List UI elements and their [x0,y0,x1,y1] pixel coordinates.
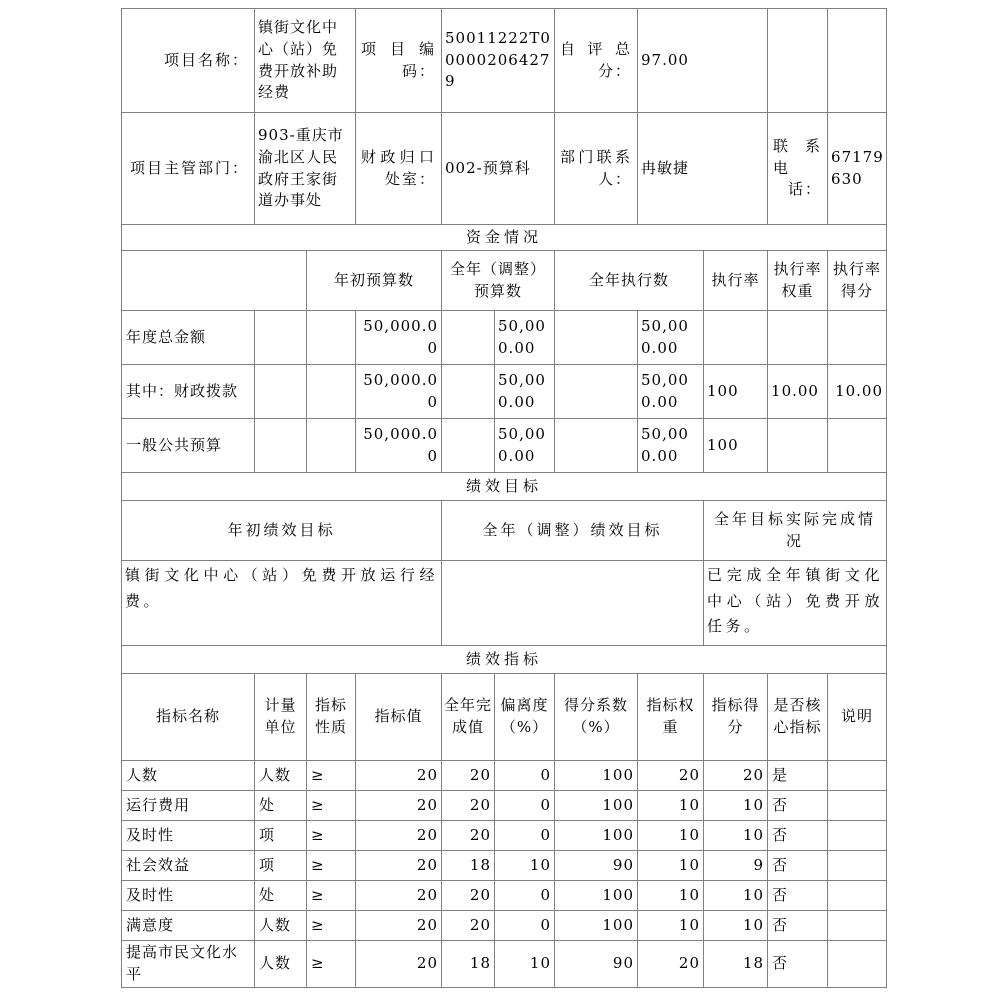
indicator-row [122,941,887,988]
actual-completion-text: 已完成全年镇街文化中心（站）免费开放任务。 [704,561,887,646]
deviation-cell: 0 [495,881,555,911]
score-coefficient-cell: 100 [555,881,638,911]
target-value-cell: 20 [356,851,442,881]
note-cell [828,791,887,821]
phone-label: 联系电话： [768,113,828,225]
score-coefficient-cell: 100 [555,761,638,791]
nature-cell: ≥ [307,851,356,881]
empty-cell [255,311,307,365]
exec-rate-cell: 100 [704,419,768,473]
target-value-cell: 20 [356,941,442,988]
col-header-adjusted-budget: 全年（调整）预算数 [442,251,555,311]
finance-office-label: 财政归口处室： [356,113,442,225]
empty-cell [255,365,307,419]
goals-data-row [122,561,887,646]
empty-cell [442,419,495,473]
indicator-row [122,881,887,911]
core-indicator-cell: 否 [768,911,828,941]
phone-value: 67179630 [828,113,887,225]
deviation-cell: 0 [495,791,555,821]
deviation-cell: 0 [495,821,555,851]
score-cell: 20 [704,761,768,791]
project-code-label: 项目编码： [356,9,442,113]
target-value-cell: 20 [356,791,442,821]
funding-row [122,311,887,365]
exec-rate-cell: 100 [704,365,768,419]
weight-cell: 10 [638,791,704,821]
actual-value-cell: 20 [442,761,495,791]
project-name-value: 镇街文化中心（站）免费开放补助经费 [255,9,356,113]
col-header-exec-rate-score: 执行率得分 [828,251,887,311]
dept-value: 903-重庆市渝北区人民政府王家街道办事处 [255,113,356,225]
project-dept-row [122,113,887,225]
performance-report-table [121,8,887,988]
empty-cell [768,9,828,113]
indicator-name-cell: 及时性 [122,821,255,851]
deviation-cell: 10 [495,851,555,881]
core-indicator-cell: 否 [768,851,828,881]
target-value-cell: 20 [356,761,442,791]
self-score-value: 97.00 [638,9,768,113]
project-name-row [122,9,887,113]
col-header-core-indicator: 是否核心指标 [768,674,828,761]
funding-section-static [122,225,887,311]
col-header-target-value: 指标值 [356,674,442,761]
col-header-deviation: 偏离度（%） [495,674,555,761]
exec-rate-cell [704,311,768,365]
deviation-cell: 0 [495,911,555,941]
exec-rate-score-cell [828,311,887,365]
empty-cell [255,419,307,473]
contact-label: 部门联系人： [555,113,638,225]
note-cell [828,851,887,881]
nature-cell: ≥ [307,941,356,988]
initial-budget-cell: 50,000.00 [356,311,442,365]
goals-section-title-row [122,473,887,501]
funding-section-title-row [122,225,887,251]
empty-cell [555,419,638,473]
empty-cell [122,251,307,311]
nature-cell: ≥ [307,881,356,911]
score-coefficient-cell: 90 [555,851,638,881]
weight-cell: 20 [638,941,704,988]
score-cell: 9 [704,851,768,881]
indicator-row [122,851,887,881]
exec-rate-score-cell [828,419,887,473]
initial-goal-text: 镇街文化中心（站）免费开放运行经费。 [122,561,442,646]
unit-cell: 人数 [255,941,307,988]
project-code-value: 50011222T000002064279 [442,9,555,113]
indicators-header-row [122,674,887,761]
col-header-indicator-name: 指标名称 [122,674,255,761]
unit-cell: 人数 [255,761,307,791]
indicator-name-cell: 运行费用 [122,791,255,821]
col-header-adjusted-goal: 全年（调整）绩效目标 [442,501,704,561]
indicators-static [122,646,887,761]
indicator-name-cell: 提高市民文化水平 [122,941,255,988]
exec-rate-score-cell: 10.00 [828,365,887,419]
empty-cell [307,365,356,419]
col-header-initial-goal: 年初绩效目标 [122,501,442,561]
col-header-actual-value: 全年完成值 [442,674,495,761]
indicator-name-cell: 满意度 [122,911,255,941]
note-cell [828,761,887,791]
col-header-nature: 指标性质 [307,674,356,761]
exec-rate-weight-cell: 10.00 [768,365,828,419]
indicator-row [122,761,887,791]
unit-cell: 项 [255,851,307,881]
score-coefficient-cell: 90 [555,941,638,988]
actual-value-cell: 20 [442,791,495,821]
col-header-initial-budget: 年初预算数 [307,251,442,311]
empty-cell [828,9,887,113]
project-info-section [122,9,887,225]
empty-cell [555,365,638,419]
deviation-cell: 0 [495,761,555,791]
initial-budget-cell: 50,000.00 [356,365,442,419]
exec-rate-weight-cell [768,311,828,365]
core-indicator-cell: 否 [768,821,828,851]
score-coefficient-cell: 100 [555,821,638,851]
indicator-name-cell: 社会效益 [122,851,255,881]
deviation-cell: 10 [495,941,555,988]
funding-row [122,365,887,419]
target-value-cell: 20 [356,911,442,941]
col-header-exec-rate: 执行率 [704,251,768,311]
score-cell: 10 [704,881,768,911]
target-value-cell: 20 [356,821,442,851]
indicator-row [122,911,887,941]
unit-cell: 人数 [255,911,307,941]
adjusted-budget-cell: 50,000.00 [495,365,555,419]
weight-cell: 10 [638,821,704,851]
col-header-note: 说明 [828,674,887,761]
initial-budget-cell: 50,000.00 [356,419,442,473]
score-cell: 10 [704,791,768,821]
actual-value-cell: 20 [442,911,495,941]
col-header-executed: 全年执行数 [555,251,704,311]
indicator-row [122,791,887,821]
score-coefficient-cell: 100 [555,911,638,941]
note-cell [828,911,887,941]
weight-cell: 10 [638,881,704,911]
note-cell [828,821,887,851]
indicators-section-title: 绩效指标 [122,646,887,674]
col-header-unit: 计量单位 [255,674,307,761]
indicators-section-title-row [122,646,887,674]
executed-amount-cell: 50,000.00 [638,419,704,473]
adjusted-budget-cell: 50,000.00 [495,419,555,473]
note-cell [828,881,887,911]
weight-cell: 10 [638,851,704,881]
score-coefficient-cell: 100 [555,791,638,821]
score-cell: 18 [704,941,768,988]
empty-cell [555,311,638,365]
nature-cell: ≥ [307,911,356,941]
funding-row [122,419,887,473]
funding-label-cell: 一般公共预算 [122,419,255,473]
adjusted-goal-text [442,561,704,646]
score-cell: 10 [704,821,768,851]
funding-label-cell: 年度总金额 [122,311,255,365]
funding-label-cell: 其中：财政拨款 [122,365,255,419]
funding-rows [122,311,887,473]
funding-header-row [122,251,887,311]
goals-header-row [122,501,887,561]
nature-cell: ≥ [307,821,356,851]
funding-section-title: 资金情况 [122,225,887,251]
core-indicator-cell: 是 [768,761,828,791]
project-name-label: 项目名称： [122,9,255,113]
core-indicator-cell: 否 [768,881,828,911]
indicator-rows [122,761,887,988]
col-header-score-coefficient: 得分系数（%） [555,674,638,761]
contact-value: 冉敏捷 [638,113,768,225]
score-cell: 10 [704,911,768,941]
self-score-label: 自评总分： [555,9,638,113]
col-header-actual-completion: 全年目标实际完成情况 [704,501,887,561]
core-indicator-cell: 否 [768,941,828,988]
dept-label: 项目主管部门： [122,113,255,225]
unit-cell: 处 [255,791,307,821]
empty-cell [442,311,495,365]
empty-cell [307,419,356,473]
note-cell [828,941,887,988]
empty-cell [307,311,356,365]
unit-cell: 项 [255,821,307,851]
executed-amount-cell: 50,000.00 [638,365,704,419]
col-header-score: 指标得分 [704,674,768,761]
core-indicator-cell: 否 [768,791,828,821]
nature-cell: ≥ [307,791,356,821]
executed-amount-cell: 50,000.00 [638,311,704,365]
target-value-cell: 20 [356,881,442,911]
col-header-weight: 指标权重 [638,674,704,761]
exec-rate-weight-cell [768,419,828,473]
weight-cell: 20 [638,761,704,791]
unit-cell: 处 [255,881,307,911]
indicator-name-cell: 人数 [122,761,255,791]
weight-cell: 10 [638,911,704,941]
finance-office-value: 002-预算科 [442,113,555,225]
adjusted-budget-cell: 50,000.00 [495,311,555,365]
indicator-row [122,821,887,851]
indicator-name-cell: 及时性 [122,881,255,911]
actual-value-cell: 18 [442,851,495,881]
actual-value-cell: 20 [442,881,495,911]
empty-cell [442,365,495,419]
actual-value-cell: 18 [442,941,495,988]
col-header-exec-rate-weight: 执行率权重 [768,251,828,311]
nature-cell: ≥ [307,761,356,791]
actual-value-cell: 20 [442,821,495,851]
goals-section [122,473,887,646]
goals-section-title: 绩效目标 [122,473,887,501]
